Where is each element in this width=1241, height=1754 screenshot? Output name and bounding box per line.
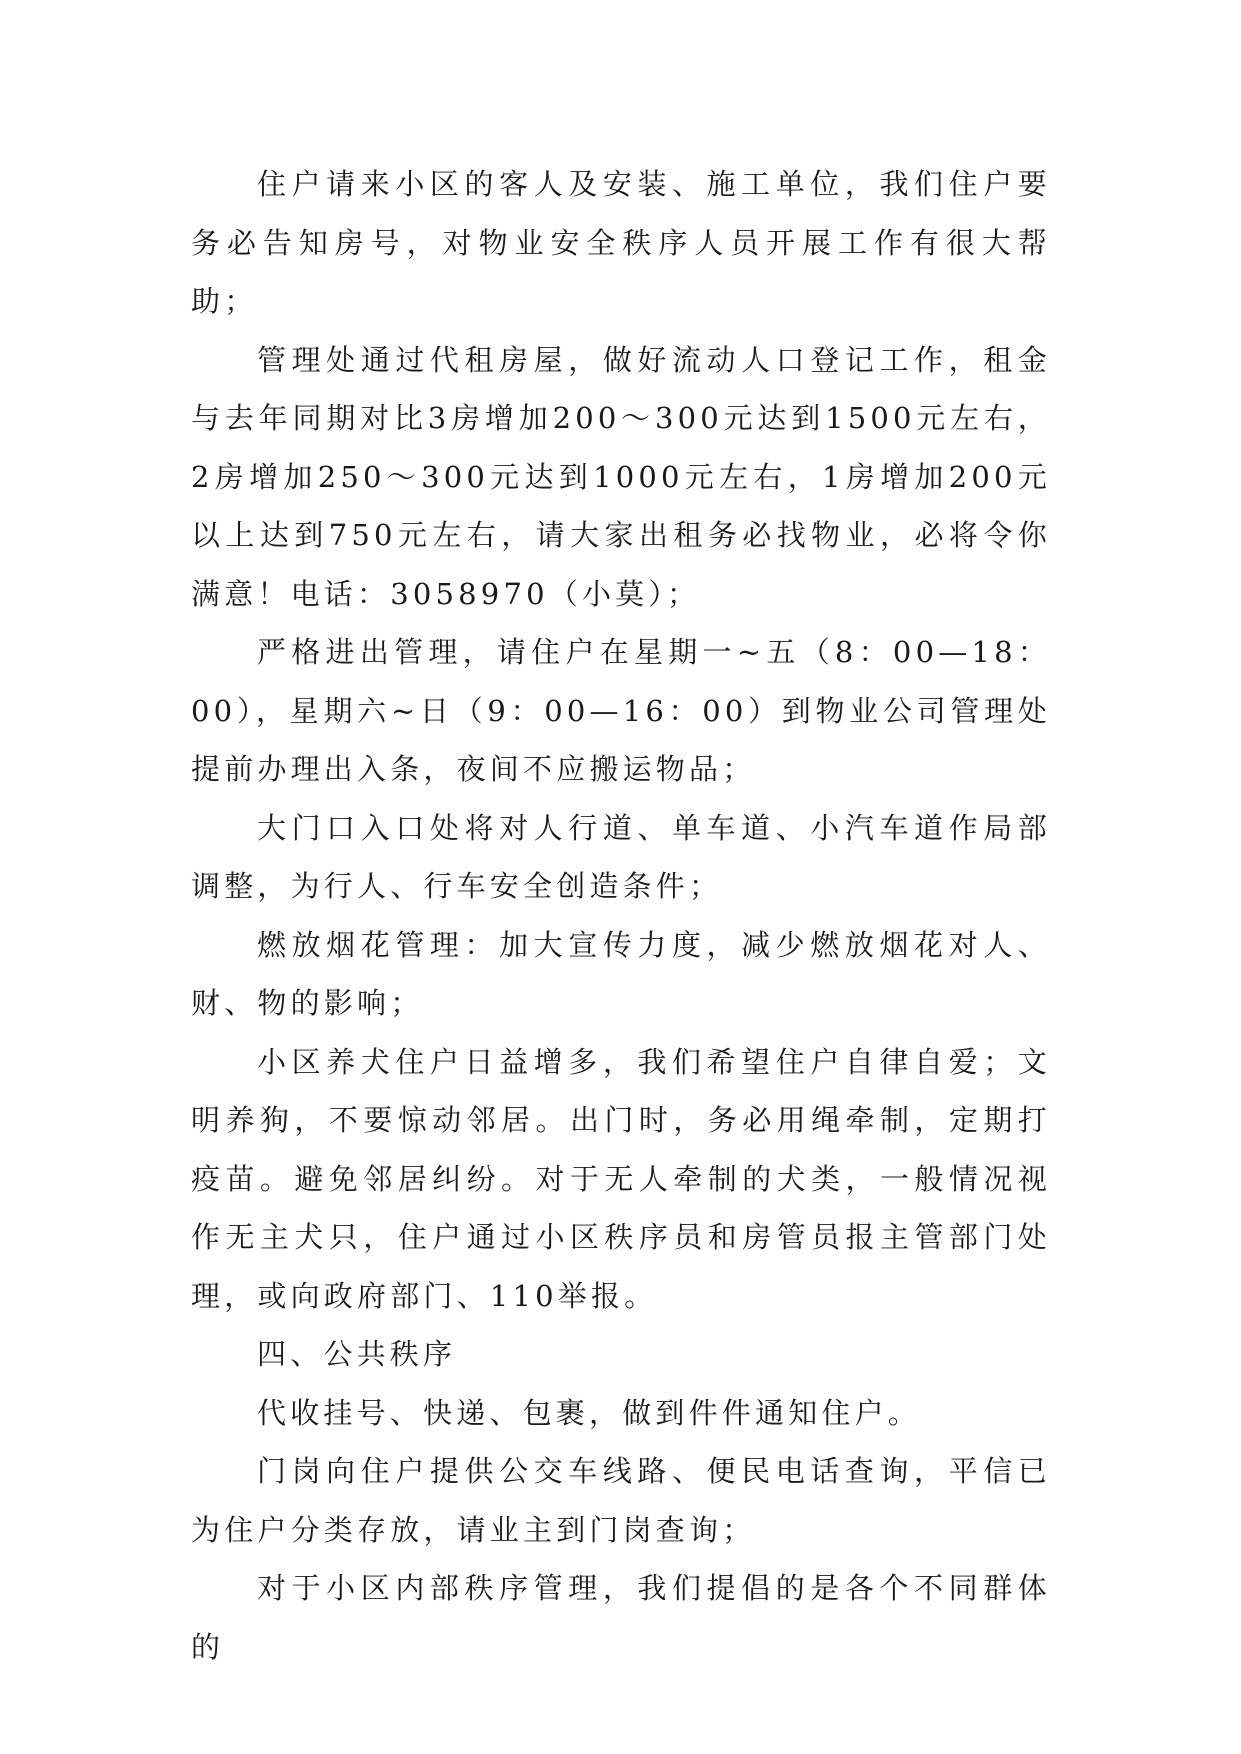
paragraph-parcel-service: 代收挂号、快递、包裹，做到件件通知住户。 <box>257 1395 922 1430</box>
paragraph-entry-exit-management: 严格进出管理，请住户在星期一~五（8：00—18：00），星期六~日（9：00—16：00）到物业公司管理处提前办理出入条，夜间不应搬运物品； <box>191 635 1051 786</box>
document-body <box>191 155 1051 1676</box>
paragraph-rental-service: 管理处通过代租房屋，做好流动人口登记工作，租金与去年同期对比3房增加200～300元达到1500元左右，2房增加250～300元达到1000元左右，1房增加200元以上达到750元左右，请大家出租务必找物业，必将令你满意！电话：3058970（小莫）； <box>191 342 1051 611</box>
paragraph-dog-keeping: 小区养犬住户日益增多，我们希望住户自律自爱；文明养狗，不要惊动邻居。出门时，务必用绳牵制，定期打疫苗。避免邻居纠纷。对于无人牵制的犬类，一般情况视作无主犬只，住户通过小区秩序员和房管员报主管部门处理，或向政府部门、110举报。 <box>191 1044 1051 1313</box>
paragraph-fireworks-management: 燃放烟花管理：加大宣传力度，减少燃放烟花对人、财、物的影响； <box>191 927 1051 1020</box>
paragraph-visitor-notice: 住户请来小区的客人及安装、施工单位，我们住户要务必告知房号，对物业安全秩序人员开展工作有很大帮助； <box>191 167 1051 318</box>
section-heading-public-order: 四、公共秩序 <box>257 1337 457 1371</box>
paragraph-gatehouse-service: 门岗向住户提供公交车线路、便民电话查询，平信已为住户分类存放，请业主到门岗查询； <box>191 1454 1051 1547</box>
paragraph-internal-order: 对于小区内部秩序管理，我们提倡的是各个不同群体的 <box>191 1571 1051 1664</box>
paragraph-gate-adjustment: 大门口入口处将对人行道、单车道、小汽车道作局部调整，为行人、行车安全创造条件； <box>191 810 1051 903</box>
